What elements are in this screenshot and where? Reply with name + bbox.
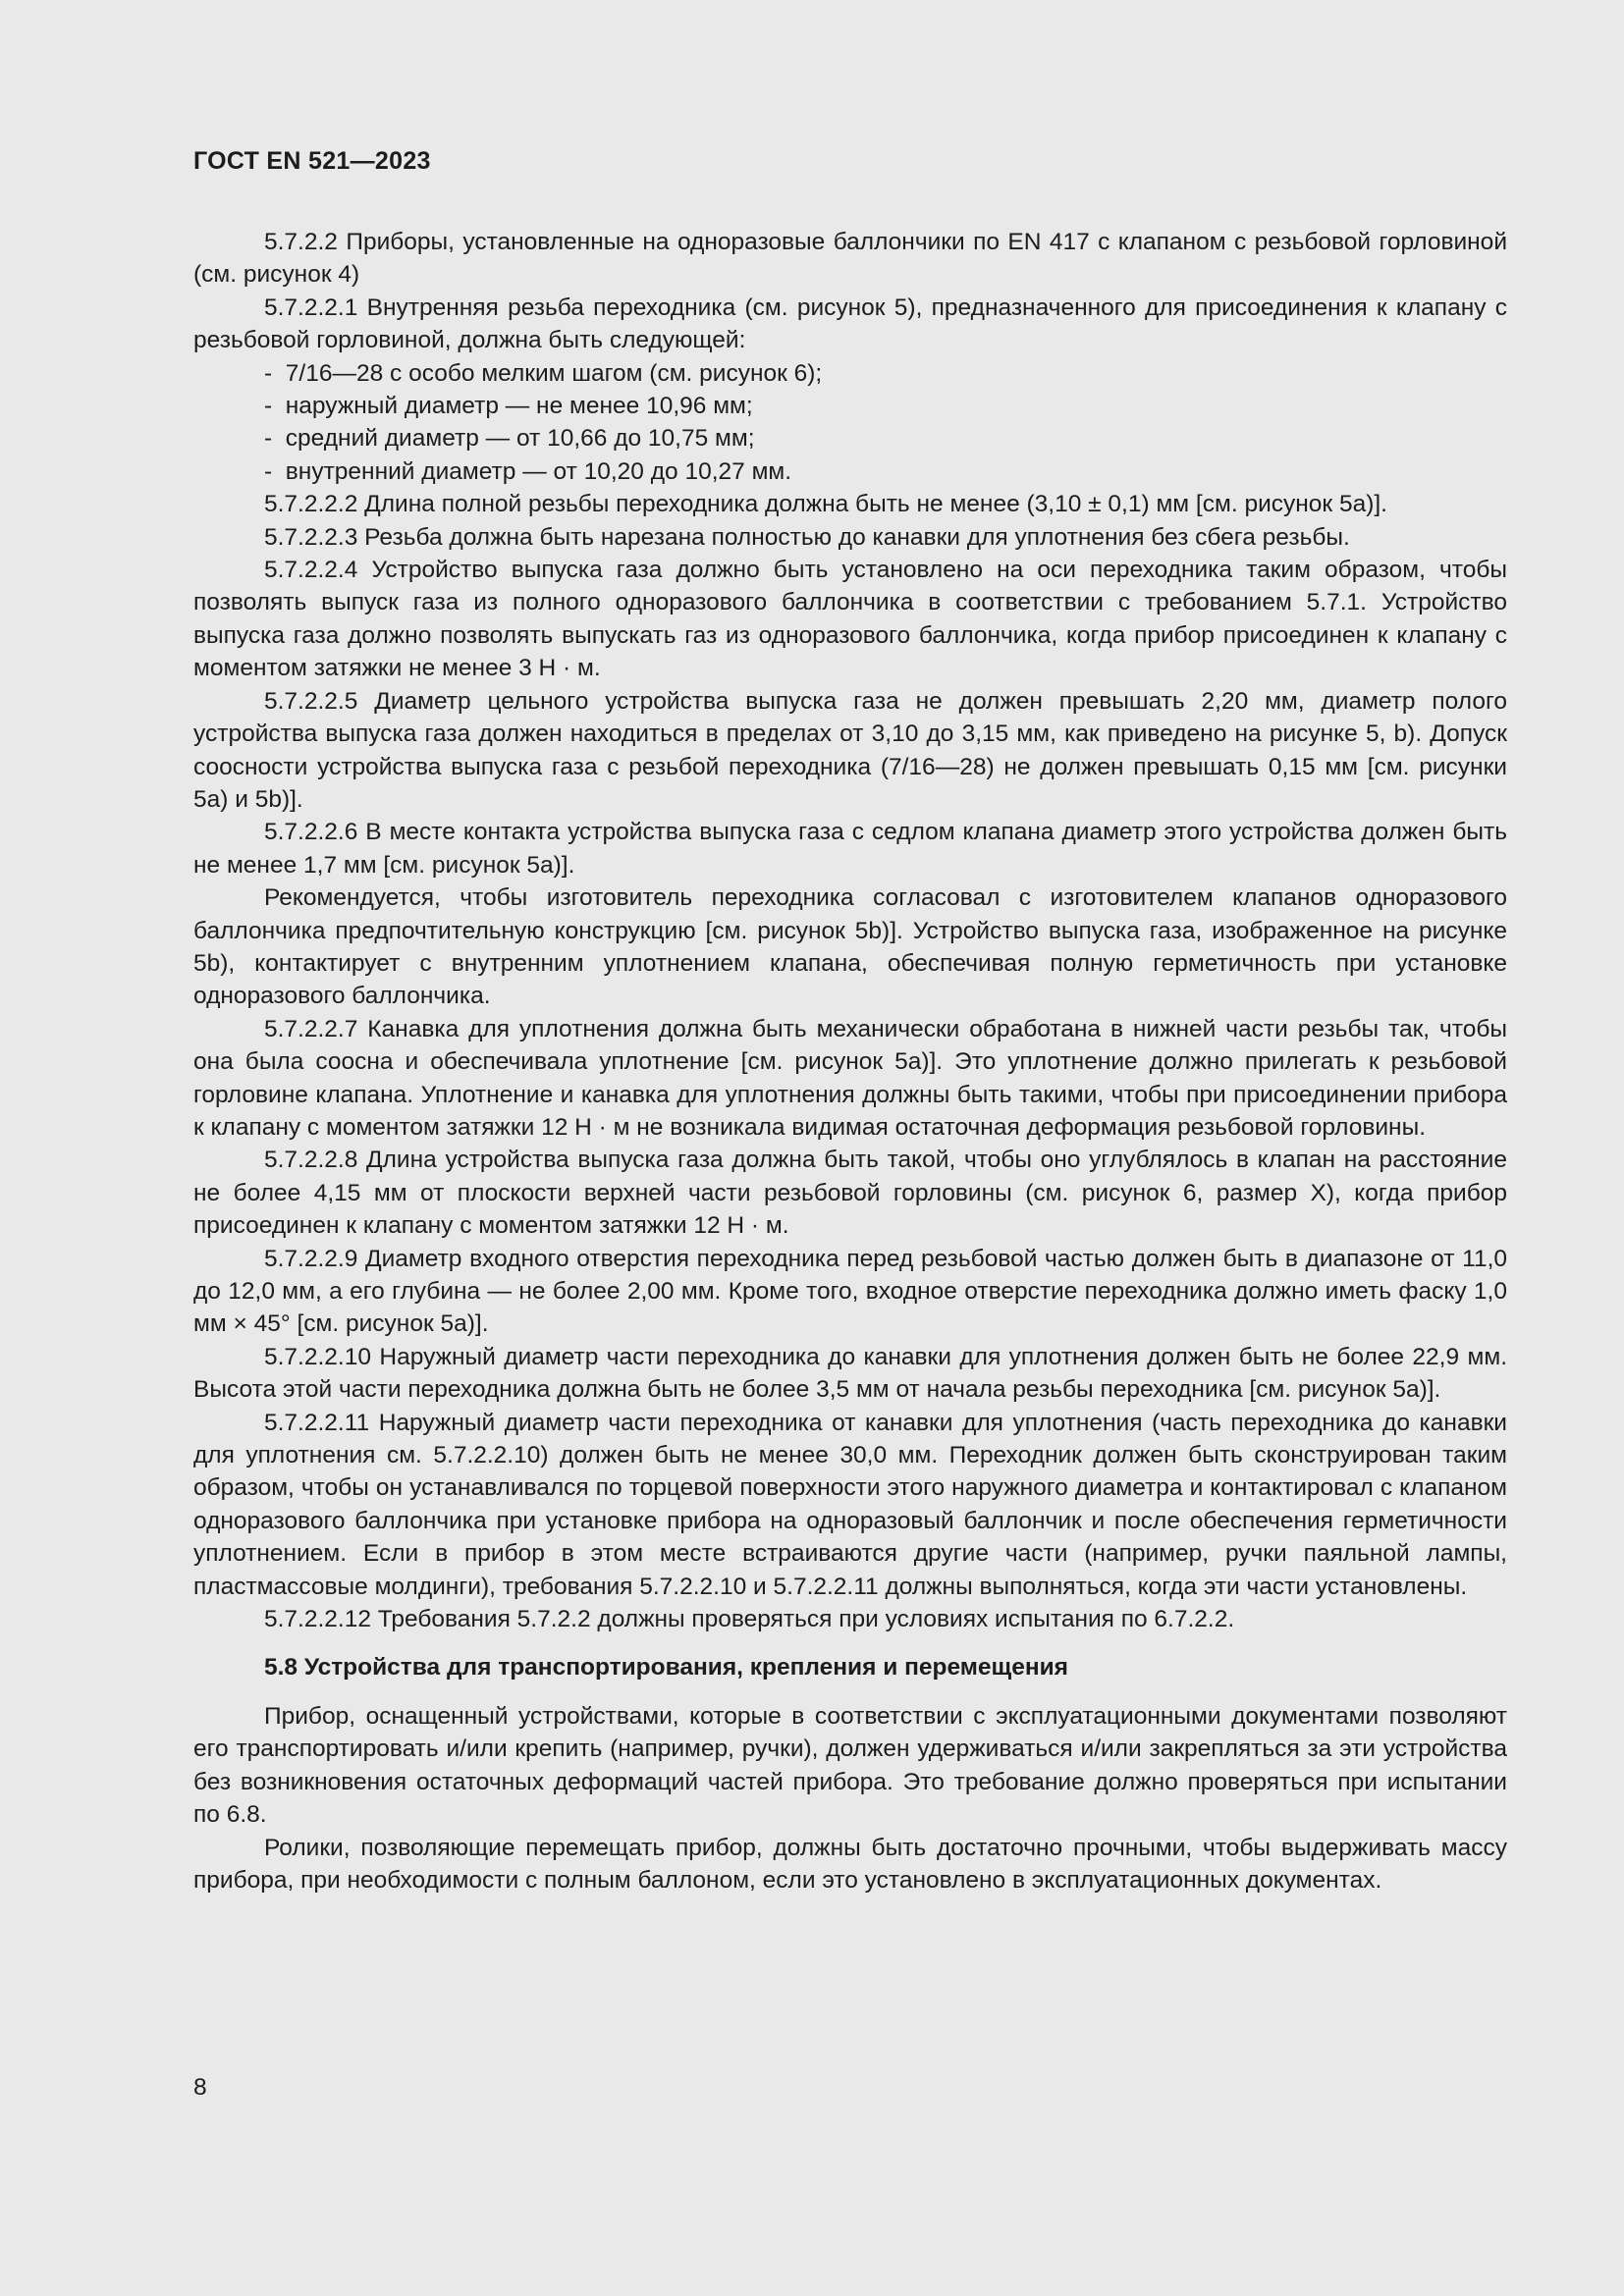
clause-5-7-2-2-7: 5.7.2.2.7 Канавка для уплотнения должна быть механически обработана в нижней части резьбы так, чтобы она была соосна и обеспечивала уплотнение [см. рисунок 5а)]. Это уплотнение должно прилегать к резьбовой горловине клапана. Уплотнение и канавка для уплотнения должны быть такими, чтобы при присоединении прибора к клапану с моментом затяжки 12 Н · м не возникала видимая остаточная деформация резьбовой горловины. bbox=[193, 1015, 1507, 1141]
clause-5-7-2-2-3: 5.7.2.2.3 Резьба должна быть нарезана полностью до канавки для уплотнения без сбега резьбы. bbox=[264, 523, 1350, 551]
clause-5-7-2-2-9: 5.7.2.2.9 Диаметр входного отверстия переходника перед резьбовой частью должен быть в диапазоне от 11,0 до 12,0 мм, а его глубина — не более 2,00 мм. Кроме того, входное отверстие переходника должно иметь фаску 1,0 мм × 45° [см. рисунок 5а)]. bbox=[193, 1245, 1507, 1338]
section-heading-5-8: 5.8 Устройства для транспортирования, крепления и перемещения bbox=[264, 1654, 1068, 1682]
clause-5-7-2-2-6: 5.7.2.2.6 В месте контакта устройства выпуска газа с седлом клапана диаметр этого устройства должен быть не менее 1,7 мм [см. рисунок 5а)]. bbox=[193, 819, 1507, 879]
document-header: ГОСТ EN 521—2023 bbox=[193, 147, 431, 175]
list-item: - наружный диаметр — не менее 10,96 мм; bbox=[264, 390, 1507, 422]
recommendation-paragraph: Рекомендуется, чтобы изготовитель переходника согласовал с изготовителем клапанов одноразового баллончика предпочтительную конструкцию [см. рисунок 5b)]. Устройство выпуска газа, изображенное на рисунке 5b), контактирует с внутренним уплотнением клапана, обеспечивая полную герметичность при установке одноразового баллончика. bbox=[193, 884, 1507, 1010]
clause-5-7-2-2-4: 5.7.2.2.4 Устройство выпуска газа должно быть установлено на оси переходника таким образом, чтобы позволять выпуск газа из полного одноразового баллончика в соответствии с требованием 5.7.1. Устройство выпуска газа должно позволять выпускать газ из одноразового баллончика, когда прибор присоединен к клапану с моментом затяжки не менее 3 Н · м. bbox=[193, 557, 1507, 682]
list-item: - средний диаметр — от 10,66 до 10,75 мм; bbox=[264, 422, 1507, 454]
clause-5-7-2-2: 5.7.2.2 Приборы, установленные на одноразовые баллончики по EN 417 с клапаном с резьбовой горловиной (см. рисунок 4) bbox=[193, 229, 1507, 289]
clause-5-7-2-2-5: 5.7.2.2.5 Диаметр цельного устройства выпуска газа не должен превышать 2,20 мм, диаметр полого устройства выпуска газа должен находиться в пределах от 3,10 до 3,15 мм, как приведено на рисунке 5, b). Допуск соосности устройства выпуска газа с резьбой переходника (7/16—28) не должен превышать 0,15 мм [см. рисунки 5а) и 5b)]. bbox=[193, 687, 1507, 813]
clause-5-8-paragraph-1: Прибор, оснащенный устройствами, которые в соответствии с эксплуатационными документами позволяют его транспортировать и/или крепить (например, ручки), должен удерживаться и/или закрепляться за эти устройства без возникновения остаточных деформаций частей прибора. Это требование должно проверяться при испытании по 6.8. bbox=[193, 1702, 1507, 1829]
clause-5-7-2-2-12: 5.7.2.2.12 Требования 5.7.2.2 должны проверяться при условиях испытания по 6.7.2.2. bbox=[264, 1606, 1235, 1633]
page-number: 8 bbox=[193, 2074, 207, 2101]
list-item: - 7/16—28 с особо мелким шагом (см. рисунок 6); bbox=[264, 357, 1507, 390]
clause-5-7-2-2-11: 5.7.2.2.11 Наружный диаметр части переходника от канавки для уплотнения (часть переходника до канавки для уплотнения см. 5.7.2.2.10) должен быть не менее 30,0 мм. Переходник должен быть сконструирован таким образом, чтобы он устанавливался по торцевой поверхности этого наружного диаметра и контактировал с клапаном одноразового баллончика при установке прибора на одноразовый баллончик и после обеспечения герметичности уплотнением. Если в прибор в этом месте встраиваются другие части (например, ручки паяльной лампы, пластмассовые молдинги), требования 5.7.2.2.10 и 5.7.2.2.11 должны выполняться, когда эти части установлены. bbox=[193, 1409, 1507, 1600]
clause-5-7-2-2-1: 5.7.2.2.1 Внутренняя резьба переходника (см. рисунок 5), предназначенного для присоединения к клапану с резьбовой горловиной, должна быть следующей: bbox=[193, 294, 1507, 354]
clause-5-8-paragraph-2: Ролики, позволяющие перемещать прибор, должны быть достаточно прочными, чтобы выдерживать массу прибора, при необходимости с полным баллоном, если это установлено в эксплуатационных документах. bbox=[193, 1834, 1507, 1894]
clause-5-7-2-2-2: 5.7.2.2.2 Длина полной резьбы переходника должна быть не менее (3,10 ± 0,1) мм [см. рисунок 5а)]. bbox=[264, 491, 1387, 518]
document-body bbox=[193, 226, 1507, 1896]
clause-5-7-2-2-10: 5.7.2.2.10 Наружный диаметр части переходника до канавки для уплотнения должен быть не более 22,9 мм. Высота этой части переходника должна быть не более 3,5 мм от начала резьбы переходника [см. рисунок 5а)]. bbox=[193, 1343, 1507, 1404]
thread-requirements-list bbox=[193, 357, 1507, 489]
list-item: - внутренний диаметр — от 10,20 до 10,27 мм. bbox=[264, 455, 1507, 488]
clause-5-7-2-2-8: 5.7.2.2.8 Длина устройства выпуска газа должна быть такой, чтобы оно углублялось в клапан на расстояние не более 4,15 мм от плоскости верхней части резьбовой горловины (см. рисунок 6, размер X), когда прибор присоединен к клапану с моментом затяжки 12 Н · м. bbox=[193, 1147, 1507, 1240]
